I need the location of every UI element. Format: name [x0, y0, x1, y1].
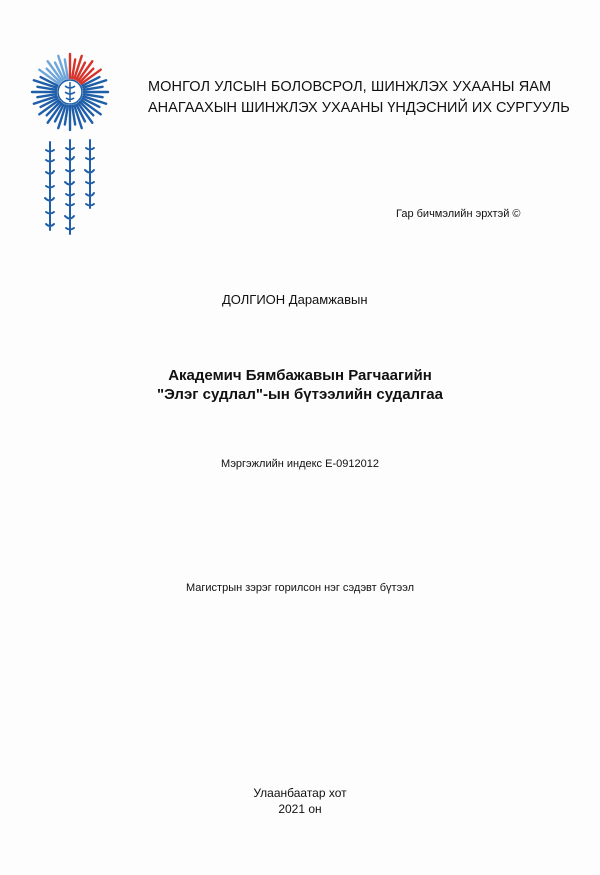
- footer-year: 2021 он: [278, 802, 322, 816]
- university-emblem-icon: [30, 52, 110, 132]
- copyright-notice: Гар бичмэлийн эрхтэй ©: [396, 208, 521, 220]
- ministry-name: МОНГОЛ УЛСЫН БОЛОВСРОЛ, ШИНЖЛЭХ УХААНЫ ЯАМ: [148, 79, 552, 95]
- footer-city: Улаанбаатар хот: [253, 786, 347, 800]
- university-name: АНАГААХЫН ШИНЖЛЭХ УХААНЫ ҮНДЭСНИЙ ИХ СУРГУУЛЬ: [148, 100, 570, 116]
- footer: [0, 785, 600, 817]
- thesis-title-line-1: Академич Бямбажавын Рагчаагийн: [168, 367, 432, 384]
- author-name: ДОЛГИОН Дарамжавын: [222, 292, 368, 307]
- mongolian-script-logo-icon: [36, 138, 106, 238]
- thesis-title: [0, 366, 600, 404]
- degree-statement: Магистрын зэрэг горилсон нэг сэдэвт бүтээл: [186, 582, 414, 594]
- specialty-index: Мэргэжлийн индекс Е-0912012: [221, 458, 379, 470]
- thesis-title-line-2: "Элэг судлал"-ын бүтээлийн судалгаа: [157, 386, 443, 403]
